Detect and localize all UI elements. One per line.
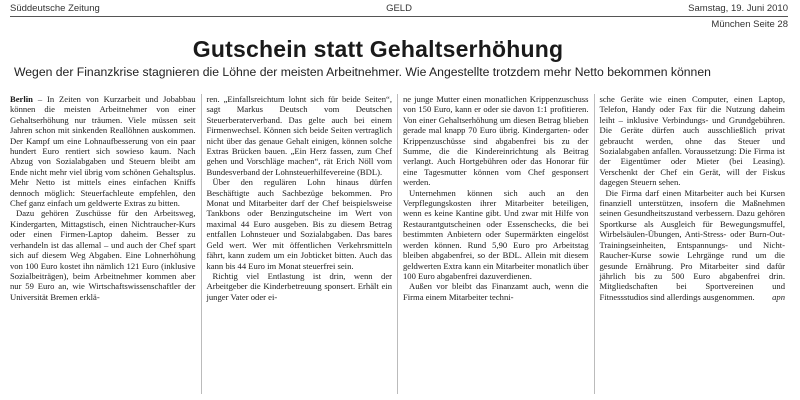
text-column-4	[594, 94, 791, 394]
paragraph: sche Geräte wie einen Computer, einen Laptop, Telefon, Handy oder Fax für die Nutzung daheim leiht – inklusive Verbindungs- und Grundgebühren. Die Geräte dürfen auch ausschließlich privat gebraucht werden, ohne das Steuer und Sozialabgaben anfallen. Voraussetzung: Die Firma ist der Eigentümer oder Mieter (bei Leasing). Verschenkt der Chef ein Gerät, will der Fiskus dagegen Steuern sehen.	[599, 94, 785, 188]
article-body	[10, 94, 790, 394]
text-column-1	[10, 94, 201, 394]
masthead	[10, 3, 788, 17]
paragraph: ne junge Mutter einen monatlichen Krippenzuschuss von 150 Euro, kann er oder sie davon 1:1 profitieren. Von einer Gehaltserhöhung um diesen Betrag blieben gerade mal knapp 70 Euro übrig. Kindergarten- oder Krippenzuschüsse sind abgabenfrei bis zu der Summe, die die Kindereinrichtung als Beitrag verlangt. Auch Hortgebühren oder das Honorar für eine Tagesmutter können vom Chef gesponsert werden.	[403, 94, 589, 188]
paragraph: Dazu gehören Zuschüsse für den Arbeitsweg, Kindergarten, Mittagstisch, einen Nichtraucher-Kurs oder einen Firmen-Laptop daheim. Besser zu verhandeln ist das allemal – und auch der Chef spart sich auf diesem Weg Abgaben. Eine Lohnerhöhung von 100 Euro kostet ihn nämlich 121 Euro (inklusive Sozialbeiträgen), beim Arbeitnehmer kommen aber nur 59 Euro an, wie Wirtschaftswissenschaftler der Universität Bremen erklä-	[10, 208, 196, 302]
paragraph: Berlin – In Zeiten von Kurzarbeit und Jobabbau können die meisten Arbeitnehmer von einer Gehaltserhöhung nur träumen. Viele müssen seit Jahren schon mit sinkenden Reallöhnen auskommen. Der Kampf um eine Lohnaufbesserung von ein paar hundert Euro rentiert sich sowieso kaum. Nach Abzug von Sozialabgaben und Steuern bleibt am Ende nicht mehr viel übrig vom schönen Gehaltsplus. Mehr Netto ist mittels eines einfachen Kniffs dennoch möglich: Steuerfachleute empfehlen, den Chef ganz einfach um geldwerte Extras zu bitten.	[10, 94, 196, 209]
paragraph: ren. „Einfallsreichtum lohnt sich für beide Seiten“, sagt Markus Deutsch vom Deutschen Steuerberaterverband. Das gelte auch bei einem Firmenwechsel. Können sich beide Seiten vertraglich nicht über das genaue Gehalt einigen, können solche Extras Brücken bauen. „Ein Herz fassen, zum Chef gehen und Vorschläge machen“, rät Erich Nöll vom Bundesverband der Lohnsteuerhilfevereine (BDL).	[206, 94, 392, 177]
author-initials: apn	[772, 291, 785, 302]
masthead-rule	[10, 16, 788, 17]
text-column-2	[201, 94, 398, 394]
article-headline: Gutschein statt Gehaltserhöhung	[192, 36, 564, 62]
issue-date: Samstag, 19. Juni 2010	[688, 3, 788, 14]
newspaper-name: Süddeutsche Zeitung	[10, 3, 100, 14]
paragraph: Über den regulären Lohn hinaus dürfen Beschäftigte auch Sachbezüge bekommen. Pro Monat und Mitarbeiter darf der Chef beispielsweise Tankbons oder Benzingutscheine im Wert von maximal 44 Euro ausgeben. Bis zu diesem Betrag entfallen Lohnsteuer und Sozialabgaben. Das bares Geld wert. Wer mit öffentlichen Verkehrsmitteln fährt, kann zudem um ein Jobticket bitten. Auch das kann bis 44 Euro im Monat steuerfrei sein.	[206, 177, 392, 271]
text-column-3	[397, 94, 594, 394]
paragraph: Richtig viel Entlastung ist drin, wenn der Arbeitgeber die Kinderbetreuung sponsert. Erhält ein junger Vater oder ei-	[206, 270, 392, 302]
page-reference: München Seite 28	[711, 19, 788, 30]
paragraph: Unternehmen können sich auch an den Verpflegungskosten ihrer Mitarbeiter beteiligen, wenn es keine Kantine gibt. Und zwar mit Hilfe von Restaurantgutscheinen oder Essenschecks, die bei bestimmten Anbietern oder Supermärkten eingelöst werden können. Rund 5,90 Euro pro Arbeitstag bleiben abgabenfrei, so der BDL. Allein mit diesem geldwerten Extra kann ein Mitarbeiter monatlich über 100 Euro abgabenfrei dazuverdienen.	[403, 187, 589, 281]
dateline: Berlin	[10, 94, 33, 104]
paragraph: Außen vor bleibt das Finanzamt auch, wenn die Firma einem Mitarbeiter techni-	[403, 281, 589, 302]
article-subhead: Wegen der Finanzkrise stagnieren die Löhne der meisten Arbeitnehmer. Wie Angestellte trotzdem mehr Netto bekommen können	[14, 65, 711, 79]
section-label: GELD	[386, 3, 412, 14]
paragraph: Die Firma darf einen Mitarbeiter auch bei Kursen finanziell unterstützen, insofern die Maßnehmen seinen Gesundheitszustand verbessern. Dazu gehören Sportkurse als Ausgleich für Bewegungsmuffel, Wirbelsäulen-Übungen, Anti-Stress- oder Burn-Out-Trainingseinheiten, Entspannungs- und Nicht-Raucher-Kurse sowie Lehrgänge rund um die gesunde Ernährung. Pro Mitarbeiter sind dafür jährlich bis zu 500 Euro abgabenfrei drin. Mitgliedschaften bei Sportvereinen und Fitnessstudios sind allerdings ausgenommen. apn	[599, 187, 785, 302]
